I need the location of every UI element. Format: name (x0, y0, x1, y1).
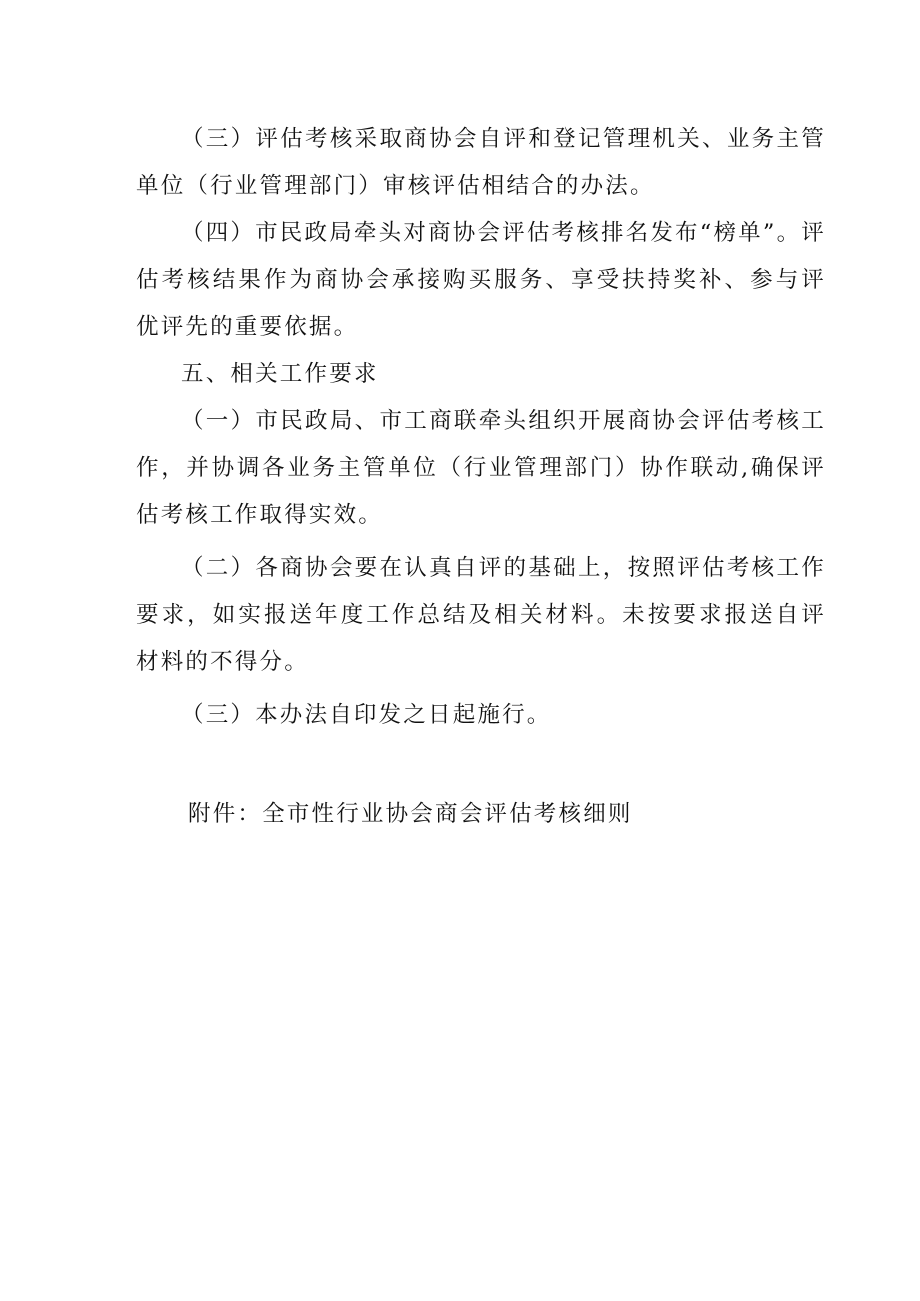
paragraph-requirement-1: （一）市民政局、市工商联牵头组织开展商协会评估考核工作，并协调各业务主管单位（行业管理部门）协作联动,确保评估考核工作取得实效。 (136, 408, 826, 528)
attachment-note: 附件：全市性行业协会商会评估考核细则 (188, 801, 633, 827)
paragraph-requirement-3: （三）本办法自印发之日起施行。 (181, 702, 552, 728)
paragraph-item-3-evaluation-method: （三）评估考核采取商协会自评和登记管理机关、业务主管单位（行业管理部门）审核评估相结合的办法。 (136, 126, 826, 199)
paragraph-item-4-ranking-list: （四）市民政局牵头对商协会评估考核排名发布“榜单”。评估考核结果作为商协会承接购买服务、享受扶持奖补、参与评优评先的重要依据。 (136, 220, 826, 340)
section-heading-work-requirements: 五、相关工作要求 (181, 361, 379, 387)
paragraph-requirement-2: （二）各商协会要在认真自评的基础上，按照评估考核工作要求，如实报送年度工作总结及相关材料。未按要求报送自评材料的不得分。 (136, 555, 826, 675)
